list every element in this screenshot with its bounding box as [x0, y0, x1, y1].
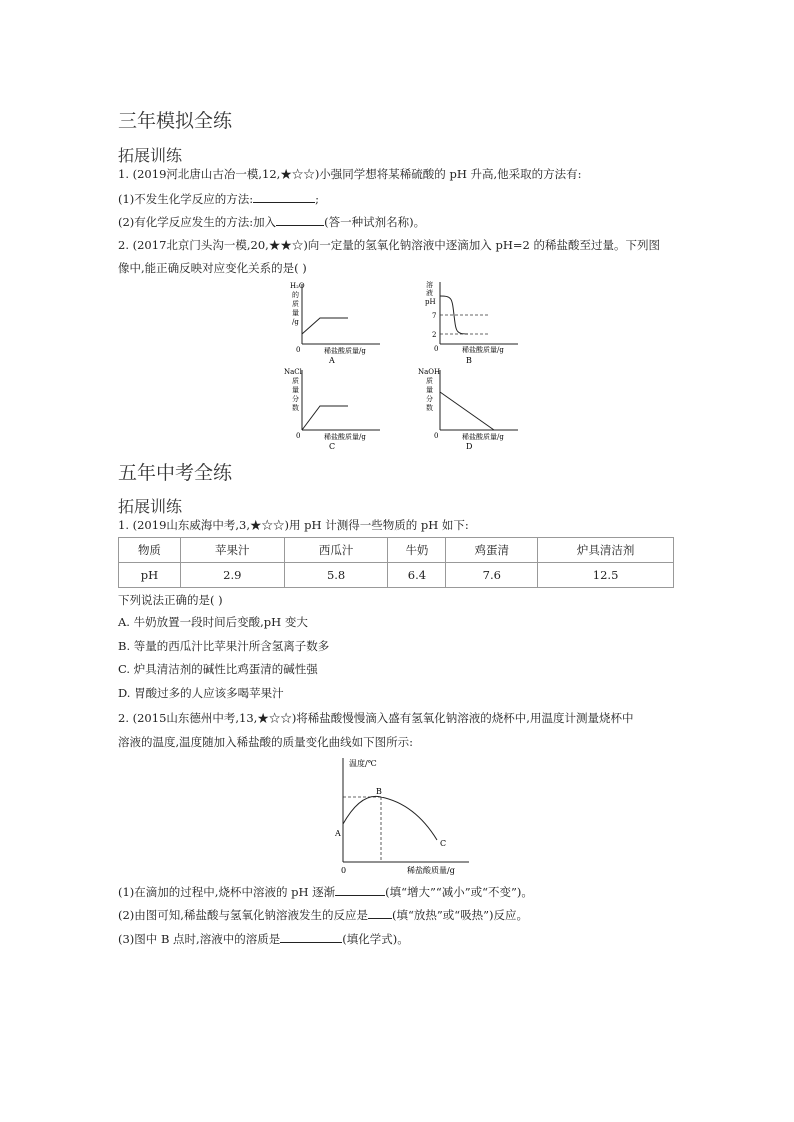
answer-blank[interactable]	[253, 190, 315, 203]
origin: 0	[341, 866, 347, 875]
y-label-c-5: 数	[292, 404, 299, 412]
question-4-part-1-suffix: (填“增大”“减小”或“不变”)。	[385, 885, 533, 899]
y-label-c-2: 质	[292, 377, 299, 385]
x-label-d: 稀盐酸质量/g	[462, 433, 504, 441]
y-label-a-3: 质	[292, 300, 299, 308]
table-cell: 7.6	[446, 563, 538, 588]
table-cell: 5.8	[284, 563, 388, 588]
question-1-part-1-text: (1)不发生化学反应的方法:	[118, 192, 254, 206]
question-4-stem: 2. (2015山东德州中考,13,★☆☆)将稀盐酸慢慢滴入盛有氢氧化钠溶液的烧杯中,用温度计测量烧杯中	[118, 711, 634, 725]
y-label: 温度/℃	[349, 759, 377, 768]
table-header: 物质	[119, 538, 181, 563]
table-cell: 12.5	[538, 563, 674, 588]
curve-c	[302, 406, 348, 430]
answer-blank[interactable]	[335, 883, 385, 896]
question-4-part-1-text: (1)在滴加的过程中,烧杯中溶液的 pH 逐渐	[118, 885, 336, 899]
table-cell: pH	[119, 563, 181, 588]
graph-c	[280, 366, 390, 452]
table-cell: 2.9	[180, 563, 284, 588]
y-label-c-4: 分	[292, 395, 299, 403]
section-title-three-year: 三年模拟全练	[118, 110, 233, 132]
question-4-part-1	[118, 883, 533, 900]
table-header: 牛奶	[388, 538, 446, 563]
option-b[interactable]: B. 等量的西瓜汁比苹果汁所含氢离子数多	[118, 639, 330, 653]
question-2-stem: 2. (2017北京门头沟一模,20,★★☆)向一定量的氢氧化钠溶液中逐滴加入 pH=2 的稀盐酸至过量。下列图	[118, 238, 660, 252]
table-header: 鸡蛋清	[446, 538, 538, 563]
point-b-label: B	[376, 787, 382, 796]
graph-d	[410, 366, 520, 452]
question-2-stem-cont: 像中,能正确反映对应变化关系的是( )	[118, 261, 307, 275]
table-header: 西瓜汁	[284, 538, 388, 563]
x-label-b: 稀盐酸质量/g	[462, 346, 504, 354]
y-label-c-3: 量	[292, 386, 299, 394]
section-subtitle: 拓展训练	[118, 497, 183, 516]
origin-c: 0	[296, 432, 301, 440]
answer-blank[interactable]	[280, 930, 342, 943]
answer-blank[interactable]	[276, 213, 324, 226]
graph-letter-b: B	[466, 356, 472, 365]
origin-b: 0	[434, 345, 439, 353]
y-label-d-1: NaOH	[418, 368, 441, 376]
graph-letter-c: C	[329, 442, 336, 451]
question-1-part-1-suffix: ;	[315, 192, 320, 206]
y-label-a-4: 量	[292, 309, 299, 317]
x-label: 稀盐酸质量/g	[407, 866, 455, 875]
section-title-five-year: 五年中考全练	[118, 462, 233, 484]
y-label-d-3: 量	[426, 386, 433, 394]
y-label-b-3: pH	[425, 298, 436, 306]
question-1-part-2-text: (2)有化学反应发生的方法:加入	[118, 215, 277, 229]
y-label-d-5: 数	[426, 404, 433, 412]
temperature-curve	[343, 796, 437, 840]
graph-letter-a: A	[329, 356, 335, 365]
option-c[interactable]: C. 炉具清洁剂的碱性比鸡蛋清的碱性强	[118, 662, 318, 676]
question-1-part-1	[118, 190, 319, 207]
table-row	[119, 563, 674, 588]
y-label-a-1: H₂O	[290, 282, 305, 290]
answer-blank[interactable]	[368, 906, 392, 919]
question-1-part-2	[118, 213, 425, 230]
curve-b	[440, 296, 468, 334]
option-d[interactable]: D. 胃酸过多的人应该多喝苹果汁	[118, 686, 284, 700]
temperature-graph	[325, 752, 475, 878]
question-4-part-3-text: (3)图中 B 点时,溶液中的溶质是	[118, 932, 281, 946]
x-label-a: 稀盐酸质量/g	[324, 347, 366, 355]
table-header-row	[119, 538, 674, 563]
question-3-stem: 1. (2019山东威海中考,3,★☆☆)用 pH 计测得一些物质的 pH 如下:	[118, 518, 469, 532]
option-a[interactable]: A. 牛奶放置一段时间后变酸,pH 变大	[118, 615, 308, 629]
section-subtitle: 拓展训练	[118, 146, 183, 165]
y-label-d-2: 质	[426, 377, 433, 385]
question-4-part-2-suffix: (填“放热”或“吸热”)反应。	[391, 908, 528, 922]
curve-a	[302, 318, 348, 334]
y-label-b-1: 溶	[426, 281, 433, 289]
question-1-stem: 1. (2019河北唐山古冶一模,12,★☆☆)小强同学想将某稀硫酸的 pH 升高,他采取的方法有:	[118, 167, 582, 181]
question-4-stem-cont: 溶液的温度,温度随加入稀盐酸的质量变化曲线如下图所示:	[118, 735, 414, 749]
y-label-c-1: NaCl	[284, 368, 302, 376]
question-1-part-2-suffix: (答一种试剂名称)。	[324, 215, 426, 229]
y-label-a-2: 的	[292, 291, 299, 299]
question-4-part-2-text: (2)由图可知,稀盐酸与氢氧化钠溶液发生的反应是	[118, 908, 368, 922]
question-4-part-3-suffix: (填化学式)。	[342, 932, 409, 946]
y-label-b-2: 液	[426, 289, 433, 297]
tick-2: 2	[432, 331, 437, 339]
question-4-part-2	[118, 906, 528, 923]
x-label-c: 稀盐酸质量/g	[324, 433, 366, 441]
point-c-label: C	[440, 839, 447, 848]
ph-table	[118, 537, 674, 588]
question-4-part-3	[118, 930, 409, 947]
origin-d: 0	[434, 432, 439, 440]
graph-b	[410, 278, 520, 366]
table-header: 苹果汁	[180, 538, 284, 563]
y-label-a-5: /g	[292, 318, 299, 326]
table-header: 炉具清洁剂	[538, 538, 674, 563]
curve-d	[440, 392, 494, 430]
table-cell: 6.4	[388, 563, 446, 588]
origin-a: 0	[296, 346, 301, 354]
point-a-label: A	[335, 829, 341, 838]
graph-a	[280, 280, 390, 366]
question-3-prompt: 下列说法正确的是( )	[118, 593, 223, 607]
y-label-d-4: 分	[426, 395, 433, 403]
graph-letter-d: D	[466, 442, 473, 451]
tick-7: 7	[432, 312, 437, 320]
